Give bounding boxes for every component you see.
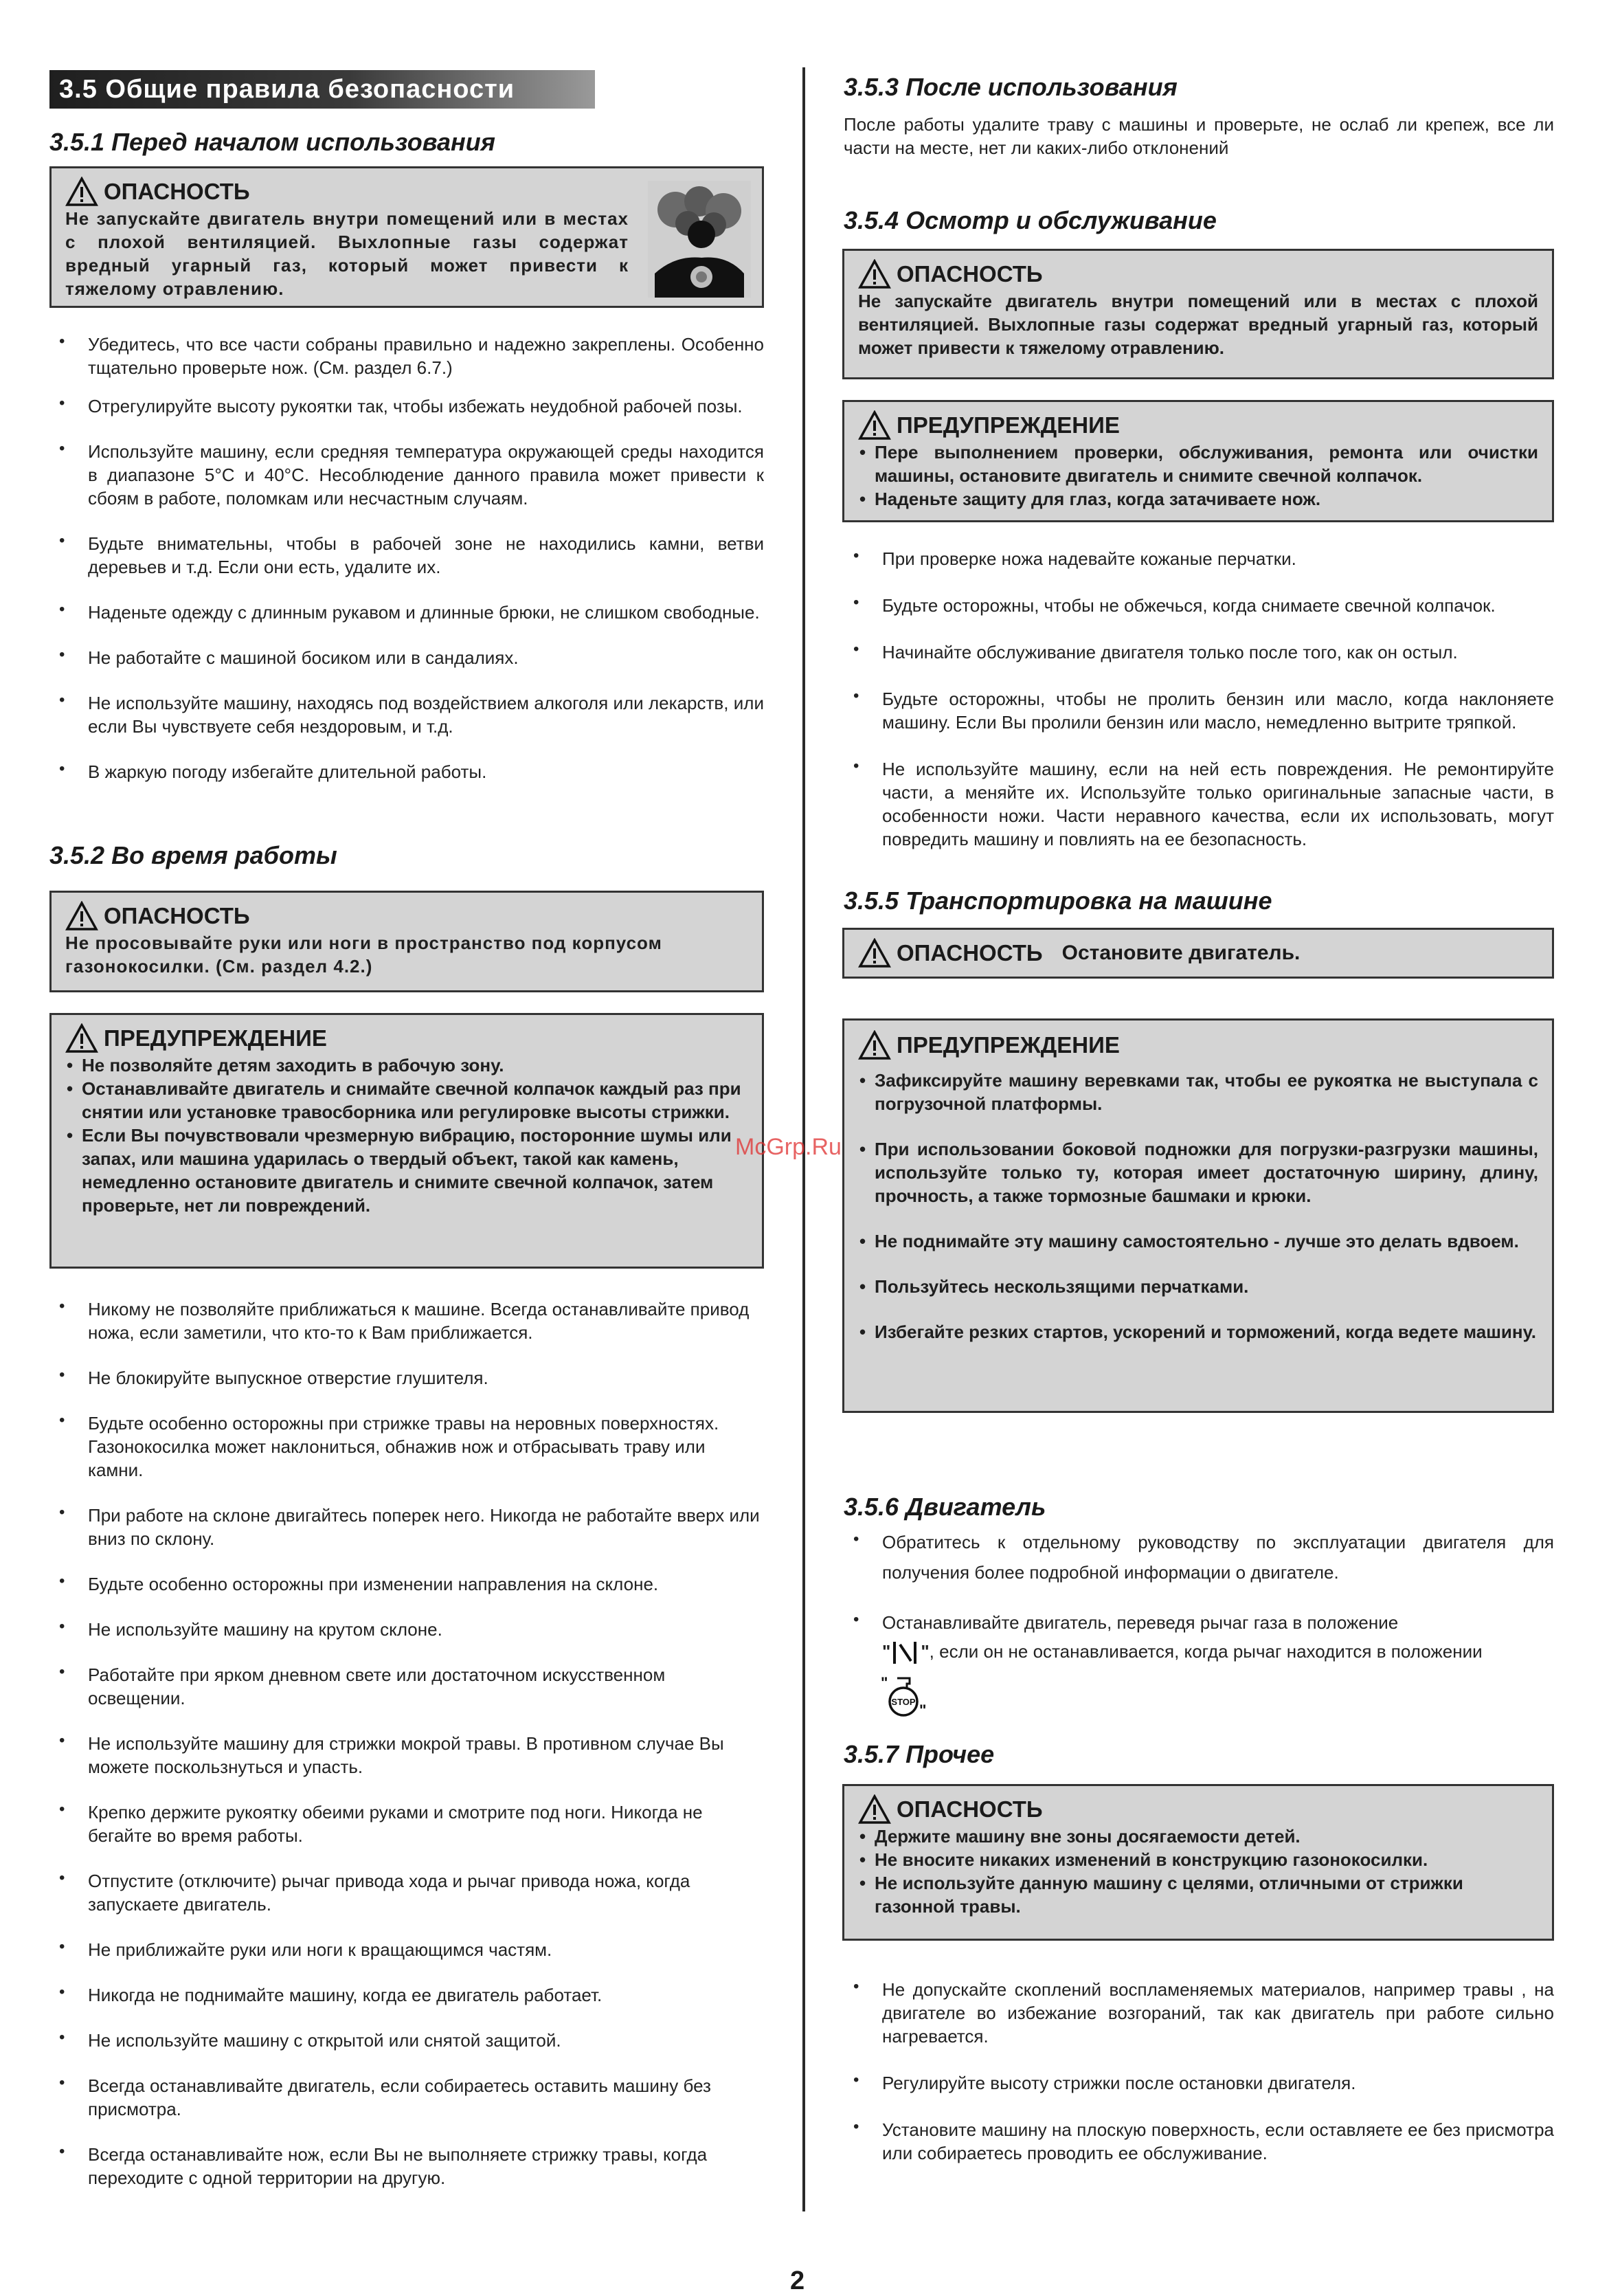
heading-3-5-4: 3.5.4 Осмотр и обслуживание [844, 206, 1217, 234]
page-number: 2 [790, 2266, 805, 2295]
list-item: • При проверке ножа надевайте кожаные перчатки. [844, 547, 1554, 570]
danger-label: ОПАСНОСТЬ [897, 940, 1043, 966]
danger-box-3-5-7 [842, 1784, 1554, 1941]
warning-box-3-5-5 [842, 1018, 1554, 1413]
throttle-stop-instruction-line1: Останавливайте двигатель, переведя рычаг газа в положение [882, 1612, 1399, 1633]
list-item: • Работайте при ярком дневном свете или достаточном искусственном освещении. [49, 1663, 764, 1710]
danger-label: ОПАСНОСТЬ [897, 1796, 1043, 1822]
warning-triangle-icon [65, 1023, 98, 1054]
warning-triangle-icon [65, 901, 98, 931]
warning-triangle-icon [858, 1794, 891, 1825]
list-item: • Убедитесь, что все части собраны правильно и надежно закреплены. Особенно тщательно проверьте нож. (См. раздел 6.7.) [49, 333, 764, 379]
list-item: • Не позволяйте детям заходить в рабочую зону. [65, 1054, 748, 1077]
section-title-banner: 3.5 Общие правила безопасности [49, 70, 595, 109]
list-item: • Не работайте с машиной босиком или в сандалиях. [49, 646, 764, 669]
warning-box-3-5-4 [842, 400, 1554, 522]
list-item: • Не используйте машину на крутом склоне. [49, 1618, 764, 1641]
danger-label: ОПАСНОСТЬ [104, 179, 250, 204]
list-item: • Всегда останавливайте двигатель, если собираетесь оставить машину без присмотра. [49, 2074, 764, 2121]
heading-3-5-6: 3.5.6 Двигатель [844, 1493, 1046, 1521]
list-item: • Не используйте машину для стрижки мокрой травы. В противном случае Вы можете поскользнуться и упасть. [49, 1732, 764, 1779]
danger-text: Не запускайте двигатель внутри помещений или в местах с плохой вентиляцией. Выхлопные газы содержат вредный угарный газ, который может привести к тяжелому отравлению. [858, 291, 1538, 358]
list-item: • Наденьте одежду с длинным рукавом и длинные брюки, не слишком свободные. [49, 601, 764, 624]
list-item: • Не используйте машину, если на ней есть повреждения. Не ремонтируйте части, а меняйте их. Используйте только оригинальные запасные части, в особенности ножи. Части неравного качества, если их использовать, могут повредить машину и повлиять на ее безопасность. [844, 757, 1554, 851]
list-item: • Не используйте данную машину с целями, отличными от стрижки газонной травы. [858, 1871, 1538, 1918]
exhaust-poisoning-pictogram [648, 181, 751, 298]
danger-text: Не запускайте двигатель внутри помещений или в местах с плохой вентиляцией. Выхлопные газы содержат вредный угарный газ, который может привести к тяжелому отравлению. [65, 208, 629, 299]
warning-triangle-icon [65, 177, 98, 207]
bullet-list-3-5-1 [49, 333, 764, 783]
throttle-stop-symbol-icon [890, 1639, 921, 1667]
warning-label: ПРЕДУПРЕЖДЕНИЕ [104, 1025, 327, 1051]
danger-label: ОПАСНОСТЬ [897, 261, 1043, 287]
danger-box-3-5-2 [49, 891, 764, 992]
list-item: • Пользуйтесь нескользящими перчатками. [858, 1275, 1538, 1298]
list-item: • Зафиксируйте машину веревками так, чтобы ее рукоятка не выступала с погрузочной платформы. [858, 1069, 1538, 1115]
warning-triangle-icon [858, 1030, 891, 1060]
warning-triangle-icon [858, 938, 891, 968]
svg-text:": " [881, 1674, 888, 1691]
list-item: • Используйте машину, если средняя температура окружающей среды находится в диапазоне 5°С и 40°С. Несоблюдение данного правила может привести к сбоям в работе, поломкам или несчастным случаям. [49, 440, 764, 510]
list-item: • Будьте осторожны, чтобы не пролить бензин или масло, когда наклоняете машину. Если Вы пролили бензин или масло, немедленно вытрите тряпкой. [844, 687, 1554, 734]
watermark: McGrp.Ru [735, 1134, 842, 1160]
heading-3-5-2: 3.5.2 Во время работы [49, 841, 337, 869]
list-item: • Установите машину на плоскую поверхность, если оставляете ее без присмотра или собираетесь проводить ее обслуживание. [844, 2118, 1554, 2165]
after-use-text: После работы удалите траву с машины и проверьте, не ослаб ли крепеж, все ли части на месте, нет ли каких-либо отклонений [844, 114, 1554, 158]
list-item: • Избегайте резких стартов, ускорений и торможений, когда ведете машину. [858, 1320, 1538, 1344]
list-item: • Отрегулируйте высоту рукоятки так, чтобы избежать неудобной рабочей позы. [49, 394, 764, 418]
heading-3-5-1: 3.5.1 Перед началом использования [49, 128, 495, 156]
list-item: • Будьте внимательны, чтобы в рабочей зоне не находились камни, ветви деревьев и т.д. Если они есть, удалите их. [49, 532, 764, 579]
list-item: • Будьте особенно осторожны при изменении направления на склоне. [49, 1572, 764, 1596]
list-item: • Останавливайте двигатель, переведя рычаг газа в положение " ", если он не останавливается, когда рычаг находится в положении [844, 1608, 1554, 1667]
warning-triangle-icon [858, 259, 891, 289]
heading-3-5-5: 3.5.5 Транспортировка на машине [844, 887, 1272, 915]
list-item: • Не блокируйте выпускное отверстие глушителя. [49, 1366, 764, 1390]
danger-box-3-5-5 [842, 928, 1554, 979]
list-item: • Не вносите никаких изменений в конструкцию газонокосилки. [858, 1848, 1538, 1871]
list-item: • Пере выполнением проверки, обслуживания, ремонта или очистки машины, остановите двигатель и снимите свечной колпачок. [858, 441, 1538, 487]
danger-label: ОПАСНОСТЬ [104, 903, 250, 928]
list-item: • Никому не позволяйте приближаться к машине. Всегда останавливайте привод ножа, если заметили, что кто-то к Вам приближается. [49, 1297, 764, 1344]
list-item: • Всегда останавливайте нож, если Вы не выполняете стрижку травы, когда переходите с одной территории на другую. [49, 2143, 764, 2189]
danger-list [858, 1825, 1538, 1918]
warning-box-3-5-2 [49, 1013, 764, 1269]
list-item: • При использовании боковой подножки для погрузки-разгрузки машины, используйте только ту, которая имеет достаточную ширину, длину, прочность, а также тормозные башмаки и крюки. [858, 1137, 1538, 1207]
danger-text: Остановите двигатель. [1061, 941, 1301, 964]
bullet-list-3-5-2 [49, 1297, 764, 2189]
list-item: • Держите машину вне зоны досягаемости детей. [858, 1825, 1538, 1848]
danger-text: Не просовывайте руки или ноги в пространство под корпусом газонокосилки. (См. раздел 4.2.) [65, 933, 662, 977]
warning-triangle-icon [858, 410, 891, 441]
list-item: • Обратитесь к отдельному руководству по эксплуатации двигателя для получения более подробной информации о двигателе. [844, 1527, 1554, 1587]
list-item: • В жаркую погоду избегайте длительной работы. [49, 760, 764, 783]
warning-list [858, 441, 1538, 511]
list-item: • Начинайте обслуживание двигателя только после того, как он остыл. [844, 640, 1554, 664]
list-item: • Отпустите (отключите) рычаг привода хода и рычаг привода ножа, когда запускаете двигатель. [49, 1869, 764, 1916]
warning-list [65, 1054, 748, 1217]
danger-box-3-5-1 [49, 166, 764, 308]
list-item: • Не используйте машину с открытой или снятой защитой. [49, 2029, 764, 2052]
heading-3-5-7: 3.5.7 Прочее [844, 1740, 995, 1768]
list-item: • Крепко держите рукоятку обеими руками и смотрите под ноги. Никогда не бегайте во время работы. [49, 1801, 764, 1847]
list-item: • Не используйте машину, находясь под воздействием алкоголя или лекарств, или если Вы чувствуете себя нездоровым, и т.д. [49, 691, 764, 738]
warning-label: ПРЕДУПРЕЖДЕНИЕ [897, 412, 1120, 438]
warning-list [858, 1069, 1538, 1344]
list-item: • Будьте осторожны, чтобы не обжечься, когда снимаете свечной колпачок. [844, 594, 1554, 617]
list-item: • Никогда не поднимайте машину, когда ее двигатель работает. [49, 1983, 764, 2007]
list-item: • Будьте особенно осторожны при стрижке травы на неровных поверхностях. Газонокосилка может наклониться, обнажив нож и отбрасывать траву или камни. [49, 1412, 764, 1482]
heading-3-5-3: 3.5.3 После использования [844, 73, 1178, 101]
danger-box-3-5-4 [842, 249, 1554, 379]
list-item: • Наденьте защиту для глаз, когда затачиваете нож. [858, 487, 1538, 511]
stop-label: STOP [891, 1697, 916, 1707]
list-item: • При работе на склоне двигайтесь поперек него. Никогда не работайте вверх или вниз по склону. [49, 1504, 764, 1550]
list-item: • Не допускайте скоплений воспламеняемых материалов, например травы , на двигателе во избежание возгораний, так как двигатель при работе сильно нагревается. [844, 1978, 1554, 2048]
bullet-list-3-5-6 [844, 1527, 1554, 1667]
list-item: • Регулируйте высоту стрижки после остановки двигателя. [844, 2071, 1554, 2095]
warning-label: ПРЕДУПРЕЖДЕНИЕ [897, 1032, 1120, 1058]
bullet-list-3-5-7 [844, 1978, 1554, 2165]
list-item: • Если Вы почувствовали чрезмерную вибрацию, посторонние шумы или запах, или машина ударилась о твердый объект, такой как камень, немедленно остановите двигатель и снимите свечной колпачок, затем проверьте, нет ли повреждений. [65, 1124, 748, 1217]
list-item: • Не поднимайте эту машину самостоятельно - лучше это делать вдвоем. [858, 1229, 1538, 1253]
engine-stop-icon [879, 1674, 927, 1719]
bullet-list-3-5-4 [844, 547, 1554, 851]
throttle-stop-instruction-line2: , если он не останавливается, когда рычаг находится в положении [929, 1641, 1483, 1662]
list-item: • Останавливайте двигатель и снимайте свечной колпачок каждый раз при снятии или установке травосборника или регулировке высоты стрижки. [65, 1077, 748, 1124]
svg-text:": " [919, 1702, 927, 1719]
list-item: • Не приближайте руки или ноги к вращающимся частям. [49, 1938, 764, 1961]
